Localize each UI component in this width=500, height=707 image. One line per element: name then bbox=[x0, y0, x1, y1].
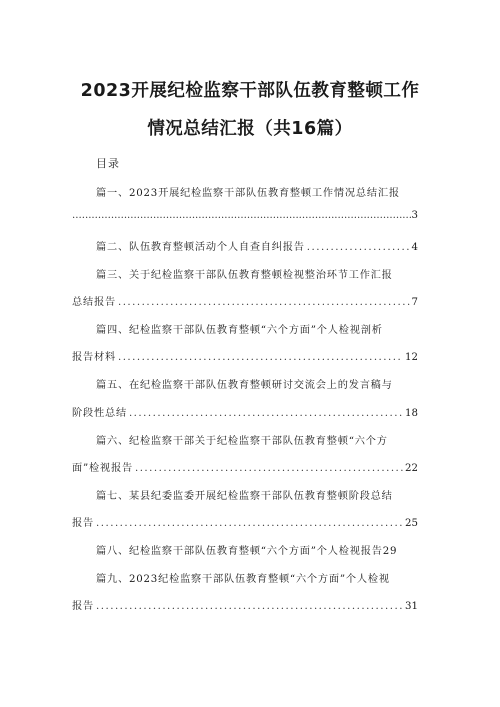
page-number: 25 bbox=[405, 518, 418, 529]
toc-entry-7-title: 篇七、某县纪委监委开展纪检监察干部队伍教育整顿阶段总结 bbox=[96, 491, 393, 502]
toc-entry-9-title: 篇九、2023纪检监察干部队伍教育整顿“六个方面”个人检视 bbox=[96, 574, 390, 585]
page-number: 3 bbox=[411, 210, 418, 221]
dot-leader bbox=[307, 242, 410, 253]
page-number: 4 bbox=[411, 242, 418, 253]
dot-leader bbox=[118, 297, 410, 308]
toc-heading: 目录 bbox=[96, 157, 120, 170]
toc-entry-1-title: 篇一、2023开展纪检监察干部队伍教育整顿工作情况总结汇报 bbox=[96, 188, 400, 199]
toc-entry-4-leader[interactable]: 报告材料 ..... 12 bbox=[72, 348, 418, 363]
toc-entry-3-title: 篇三、关于纪检监察干部队伍教育整顿检视整治环节工作汇报 bbox=[96, 270, 393, 281]
toc-entry-4[interactable] bbox=[96, 321, 418, 336]
toc-entry-5-leader[interactable]: 阶段性总结 ..... 18 bbox=[72, 404, 418, 419]
dot-leader bbox=[135, 463, 403, 474]
title-line-2: 情况总结汇报（共16篇） bbox=[147, 119, 353, 139]
page-number: 31 bbox=[405, 601, 418, 612]
dot-leader bbox=[96, 518, 403, 529]
toc-entry-6-title: 篇六、纪检监察干部关于纪检监察干部队伍教育整顿“六个方 bbox=[96, 436, 388, 447]
toc-entry-9[interactable] bbox=[96, 570, 418, 585]
toc-entry-3-leader[interactable]: 总结报告 ..... 7 bbox=[72, 293, 418, 308]
toc-entry-5[interactable] bbox=[96, 376, 418, 391]
toc-entry-6[interactable] bbox=[96, 432, 418, 447]
toc-entry-3[interactable] bbox=[96, 266, 418, 281]
title-line-1: 2023开展纪检监察干部队伍教育整顿工作 bbox=[80, 81, 420, 101]
toc-entry-9-leader[interactable]: 报告 ..... 31 bbox=[72, 597, 418, 612]
toc-entry-1-leader[interactable] bbox=[72, 210, 418, 221]
toc-entry-4-title: 篇四、纪检监察干部队伍教育整顿“六个方面”个人检视剖析 bbox=[96, 325, 383, 336]
toc-entry-8-title: 篇八、纪检监察干部队伍教育整顿“六个方面”个人检视报告29 bbox=[96, 546, 398, 557]
toc-entry-6-leader[interactable]: 面”检视报告 ..... 22 bbox=[72, 459, 418, 474]
toc-entry-2-title: 篇二、队伍教育整顿活动个人自查自纠报告 bbox=[96, 242, 305, 253]
toc-entry-7-leader[interactable]: 报告 ..... 25 bbox=[72, 514, 418, 529]
toc-entry-5-title: 篇五、在纪检监察干部队伍教育整顿研讨交流会上的发言稿与 bbox=[96, 380, 393, 391]
dot-leader bbox=[118, 352, 403, 363]
toc-entry-2[interactable] bbox=[96, 238, 418, 253]
toc-entry-7[interactable] bbox=[96, 487, 418, 502]
dot-leader bbox=[72, 210, 411, 221]
page-number: 22 bbox=[405, 463, 418, 474]
dot-leader bbox=[129, 408, 403, 419]
page-number: 12 bbox=[405, 352, 418, 363]
dot-leader bbox=[96, 601, 403, 612]
toc-entry-1[interactable] bbox=[96, 184, 418, 199]
page-number: 7 bbox=[411, 297, 418, 308]
page-number: 18 bbox=[405, 408, 418, 419]
toc-entry-8[interactable] bbox=[96, 542, 418, 557]
